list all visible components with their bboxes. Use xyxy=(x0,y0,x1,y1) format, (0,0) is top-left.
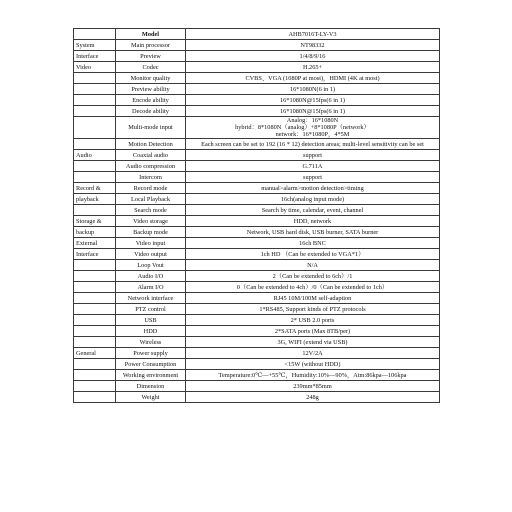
row-category: Record & xyxy=(74,183,116,194)
row-value: 248g xyxy=(186,392,440,403)
table-row xyxy=(74,370,440,381)
row-parameter: Multi-mode input xyxy=(116,117,186,139)
table-row xyxy=(74,194,440,205)
row-category: backup xyxy=(74,227,116,238)
row-category: Storage & xyxy=(74,216,116,227)
row-value: 12V/2A xyxy=(186,348,440,359)
row-parameter: Power Consumption xyxy=(116,359,186,370)
row-category xyxy=(74,172,116,183)
table-row xyxy=(74,139,440,150)
row-parameter: Codec xyxy=(116,62,186,73)
row-parameter: Wireless xyxy=(116,337,186,348)
spec-sheet xyxy=(73,28,439,403)
row-category xyxy=(74,326,116,337)
table-row xyxy=(74,260,440,271)
table-row xyxy=(74,183,440,194)
row-value: 16ch(analog input mode) xyxy=(186,194,440,205)
row-parameter: Dimension xyxy=(116,381,186,392)
table-row xyxy=(74,238,440,249)
row-value: N/A xyxy=(186,260,440,271)
row-category xyxy=(74,139,116,150)
row-value: 0（Can be extended to 4ch）/0（Can be extended to 1ch） xyxy=(186,282,440,293)
table-row xyxy=(74,205,440,216)
row-category: General xyxy=(74,348,116,359)
header-category-cell xyxy=(74,29,116,40)
row-category xyxy=(74,117,116,139)
row-parameter: Audio I/O xyxy=(116,271,186,282)
table-row xyxy=(74,95,440,106)
table-row xyxy=(74,84,440,95)
row-parameter: Loop Vout xyxy=(116,260,186,271)
row-category xyxy=(74,381,116,392)
row-parameter: Encode ability xyxy=(116,95,186,106)
row-parameter: Preview ability xyxy=(116,84,186,95)
table-row xyxy=(74,51,440,62)
row-parameter: Network interface xyxy=(116,293,186,304)
row-parameter: Power supply xyxy=(116,348,186,359)
row-parameter: Local Playback xyxy=(116,194,186,205)
row-value: 3G, WIFI (extend via USB) xyxy=(186,337,440,348)
row-parameter: Video storage xyxy=(116,216,186,227)
row-parameter: HDD xyxy=(116,326,186,337)
row-category: External xyxy=(74,238,116,249)
row-value: manual>alarm>motion detection>timing xyxy=(186,183,440,194)
row-value xyxy=(186,117,440,139)
row-category xyxy=(74,304,116,315)
row-parameter: Decode ability xyxy=(116,106,186,117)
table-row xyxy=(74,150,440,161)
table-row xyxy=(74,326,440,337)
row-value: 16*1080N@15fps(6 in 1) xyxy=(186,95,440,106)
row-value: CVBS、VGA (1080P at most)，HDMI (4K at most) xyxy=(186,73,440,84)
table-header-row xyxy=(74,29,440,40)
row-category: playback xyxy=(74,194,116,205)
row-category: System xyxy=(74,40,116,51)
table-row xyxy=(74,117,440,139)
row-parameter: Search mode xyxy=(116,205,186,216)
row-category xyxy=(74,73,116,84)
table-row xyxy=(74,73,440,84)
table-row xyxy=(74,249,440,260)
row-category xyxy=(74,95,116,106)
row-value: 1/4/8/9/16 xyxy=(186,51,440,62)
row-value-line: Analog：16*1080N xyxy=(286,117,339,124)
table-row xyxy=(74,381,440,392)
row-value: 2*SATA ports (Max 8TB/per) xyxy=(186,326,440,337)
table-row xyxy=(74,337,440,348)
row-parameter: Weight xyxy=(116,392,186,403)
row-category: Audio xyxy=(74,150,116,161)
table-row xyxy=(74,392,440,403)
row-category xyxy=(74,359,116,370)
row-category xyxy=(74,337,116,348)
row-category xyxy=(74,161,116,172)
header-param-cell: Model xyxy=(116,29,186,40)
row-category: Video xyxy=(74,62,116,73)
row-parameter: Intercom xyxy=(116,172,186,183)
row-value: 2* USB 2.0 ports xyxy=(186,315,440,326)
row-value: 1*RS485, Support kinds of PTZ protocols xyxy=(186,304,440,315)
spec-table xyxy=(73,28,440,403)
row-parameter: Backup mode xyxy=(116,227,186,238)
row-category xyxy=(74,271,116,282)
row-value: 1ch HD （Can be extended to VGA*1） xyxy=(186,249,440,260)
row-category: Interface xyxy=(74,249,116,260)
table-row xyxy=(74,62,440,73)
row-value: H.265+ xyxy=(186,62,440,73)
table-row xyxy=(74,304,440,315)
row-value: support xyxy=(186,172,440,183)
row-value: Temperature:0℃—+55℃，Humidity:10%—90%，Atm:86kpa—106kpa xyxy=(186,370,440,381)
table-row xyxy=(74,40,440,51)
row-category xyxy=(74,106,116,117)
row-value-line: hybrid：8*1080N（analog）+8*1080P（network） xyxy=(235,124,370,131)
table-row xyxy=(74,315,440,326)
row-value: RJ45 10M/100M self-adaption xyxy=(186,293,440,304)
table-row xyxy=(74,216,440,227)
row-category xyxy=(74,293,116,304)
table-row xyxy=(74,271,440,282)
row-parameter: PTZ control xyxy=(116,304,186,315)
row-parameter: Record mode xyxy=(116,183,186,194)
table-row xyxy=(74,161,440,172)
row-parameter: USB xyxy=(116,315,186,326)
table-row xyxy=(74,227,440,238)
table-row xyxy=(74,359,440,370)
row-category xyxy=(74,370,116,381)
row-value: Network, USB hard disk, USB burner, SATA burner xyxy=(186,227,440,238)
row-parameter: Coaxial audio xyxy=(116,150,186,161)
row-value: 16*1080N@15fps(6 in 1) xyxy=(186,106,440,117)
row-category xyxy=(74,205,116,216)
row-parameter: Audio compression xyxy=(116,161,186,172)
table-row xyxy=(74,106,440,117)
table-row xyxy=(74,282,440,293)
row-value: 239mm*85mm xyxy=(186,381,440,392)
row-parameter: Video output xyxy=(116,249,186,260)
row-category xyxy=(74,392,116,403)
row-parameter: Working environment xyxy=(116,370,186,381)
row-parameter: Preview xyxy=(116,51,186,62)
row-value: <15W (without HDD) xyxy=(186,359,440,370)
row-category: Interface xyxy=(74,51,116,62)
row-value: support xyxy=(186,150,440,161)
row-category xyxy=(74,315,116,326)
row-value: HDD, network xyxy=(186,216,440,227)
row-parameter: Motion Detection xyxy=(116,139,186,150)
row-value: G.711A xyxy=(186,161,440,172)
table-row xyxy=(74,348,440,359)
row-value: 2（Can be extended to 6ch）/1 xyxy=(186,271,440,282)
header-model-value: AHB7016T-LY-V3 xyxy=(186,29,440,40)
row-category xyxy=(74,282,116,293)
row-parameter: Video input xyxy=(116,238,186,249)
row-value: Search by time, calendar, event, channel xyxy=(186,205,440,216)
row-parameter: Main processor xyxy=(116,40,186,51)
row-category xyxy=(74,84,116,95)
row-value: NT98332 xyxy=(186,40,440,51)
row-parameter: Monitor quality xyxy=(116,73,186,84)
row-value: 16*1080N(6 in 1) xyxy=(186,84,440,95)
row-value: Each screen can be set to 192 (16 * 12) detection areas; multi-level sensitivity can be set xyxy=(186,139,440,150)
table-row xyxy=(74,293,440,304)
row-value-line: network：16*1080P，4*5M xyxy=(275,131,350,138)
row-value: 16ch BNC xyxy=(186,238,440,249)
row-parameter: Alarm I/O xyxy=(116,282,186,293)
row-category xyxy=(74,260,116,271)
table-row xyxy=(74,172,440,183)
